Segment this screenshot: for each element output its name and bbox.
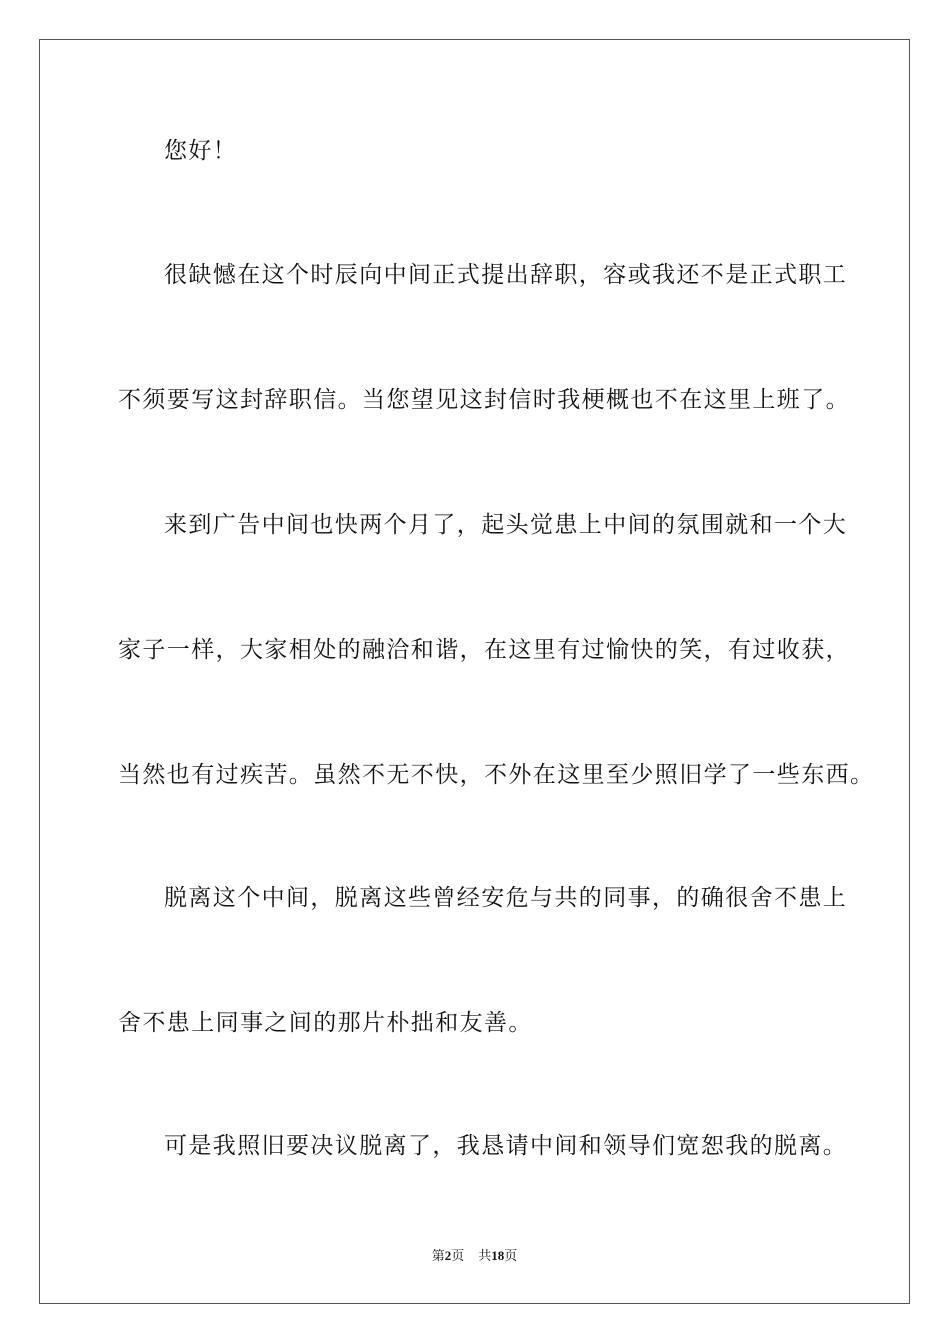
total-pages: 18 bbox=[491, 1248, 505, 1263]
page-number: 2 bbox=[444, 1248, 452, 1263]
total-prefix: 共 bbox=[478, 1248, 492, 1263]
paragraph-line: 舍不患上同事之间的那片朴拙和友善。 bbox=[118, 1010, 533, 1036]
greeting-line: 您好！ bbox=[164, 138, 238, 164]
paragraph-line: 脱离这个中间，脱离这些曾经安危与共的同事，的确很舍不患上 bbox=[164, 885, 848, 911]
paragraph-line: 家子一样，大家相处的融洽和谐，在这里有过愉快的笑，有过收获， bbox=[118, 637, 850, 663]
page-prefix: 第 bbox=[431, 1248, 445, 1263]
paragraph-line: 来到广告中间也快两个月了，起头觉患上中间的氛围就和一个大 bbox=[164, 512, 848, 538]
page-footer bbox=[40, 1247, 909, 1265]
paragraph-line: 可是我照旧要决议脱离了，我恳请中间和领导们宽恕我的脱离。 bbox=[164, 1133, 848, 1159]
paragraph-line: 不须要写这封辞职信。当您望见这封信时我梗概也不在这里上班了。 bbox=[118, 387, 850, 413]
paragraph-line: 很缺憾在这个时辰向中间正式提出辞职，容或我还不是正式职工 bbox=[164, 262, 848, 288]
total-suffix: 页 bbox=[504, 1248, 518, 1263]
paragraph-line: 当然也有过疾苦。虽然不无不快，不外在这里至少照旧学了一些东西。 bbox=[118, 762, 875, 788]
page-frame bbox=[39, 39, 910, 1304]
page-suffix: 页 bbox=[451, 1248, 465, 1263]
